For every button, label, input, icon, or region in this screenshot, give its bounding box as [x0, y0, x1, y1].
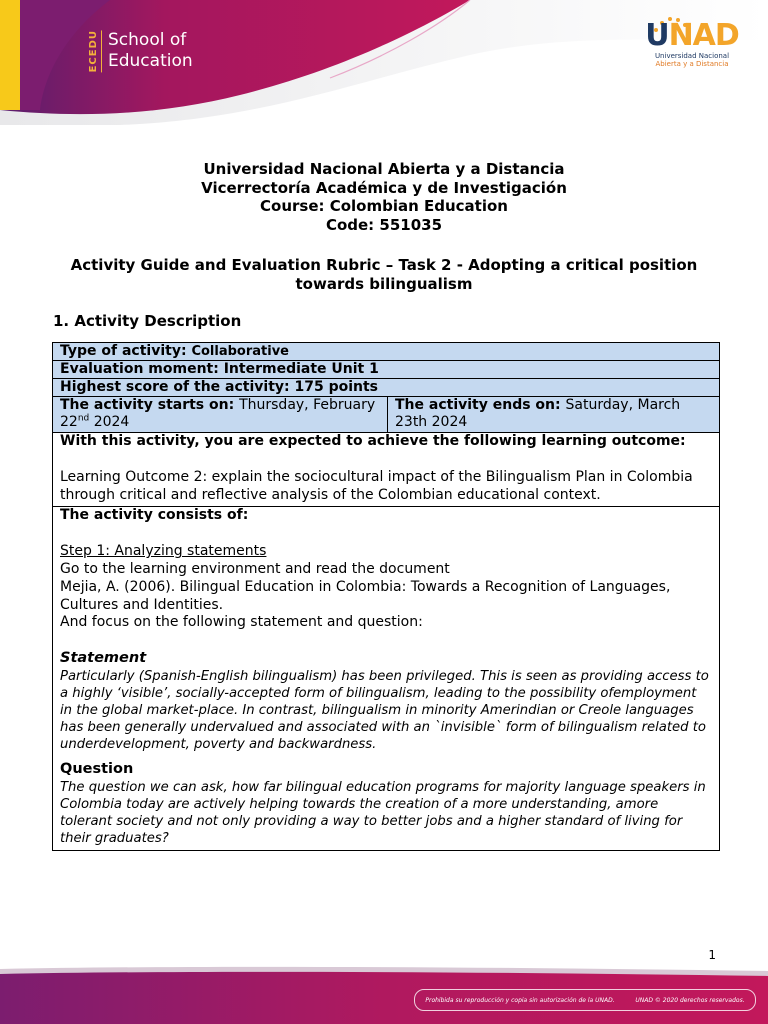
learning-outcome-cell	[53, 433, 720, 507]
table-row	[53, 507, 720, 850]
question-heading: Question	[60, 760, 134, 777]
evaluation-moment: Evaluation moment: Intermediate Unit 1	[53, 361, 720, 379]
brand-line-1: School of	[108, 30, 187, 51]
footer-copyright: UNAD © 2020 derechos reservados.	[635, 996, 745, 1004]
page-number: 1	[708, 948, 716, 962]
footer-notice-pill	[414, 989, 756, 1011]
course-title: Course: Colombian Education	[260, 197, 508, 215]
table-row	[53, 379, 720, 397]
step1-line-3: And focus on the following statement and question:	[60, 614, 423, 631]
type-value: Collaborative	[191, 344, 289, 359]
university-title: Universidad Nacional Abierta y a Distancia	[203, 160, 565, 178]
school-of-education-logo	[88, 30, 193, 72]
step1-line-1: Go to the learning environment and read the document	[60, 560, 450, 577]
step1-title: Step 1: Analyzing statements	[60, 543, 267, 560]
brand-line-2: Education	[108, 51, 193, 72]
footer-banner	[0, 965, 768, 1024]
document-titles	[0, 160, 768, 234]
task-title: Activity Guide and Evaluation Rubric – Task 2 - Adopting a critical position towards bilingualism	[70, 256, 698, 293]
end-date-cell: The activity ends on: Saturday, March 23th 2024	[388, 397, 720, 433]
activity-consists-cell	[53, 507, 720, 850]
statement-text: Particularly (Spanish-English bilingualism) has been privileged. This is seen as providing access to a highly ‘visible’, socially-accepted form of bilingualism, leading to the possibility ofemployment in the global market-place. In contrast, bilingualism in minority Amerindian or Creole languages has been generally undervalued and associated with an `invisible` form of bilingualism related to underdevelopment, poverty and backwardness.	[60, 668, 709, 752]
statement-heading: Statement	[60, 650, 147, 667]
logo-subtitle-2: Abierta y a Distancia	[655, 60, 729, 68]
brand-vertical-text: ECEDU	[88, 30, 102, 72]
logo-subtitle-1: Universidad Nacional	[654, 52, 730, 60]
section-heading: 1. Activity Description	[53, 312, 242, 330]
unad-logo	[636, 20, 748, 68]
highest-score: Highest score of the activity: 175 points	[53, 379, 720, 397]
table-row	[53, 397, 720, 433]
vicerrectoria-title: Vicerrectoría Académica y de Investigación	[201, 178, 567, 197]
question-text: The question we can ask, how far bilingual education programs for majority language speakers in Colombia today are actively helping towards the creation of a more understanding, amore tolerant society and not only providing a way to better jobs and a higher standard of living for their graduates?	[60, 779, 706, 846]
consists-heading: The activity consists of:	[60, 507, 249, 524]
step1-line-2: Mejia, A. (2006). Bilingual Education in Colombia: Towards a Recognition of Languages, Cultures and Identities.	[60, 578, 671, 613]
footer-notice: Prohibida su reproducción y copia sin autorización de la UNAD.	[425, 996, 615, 1004]
start-date-cell: The activity starts on: Thursday, February 22nd 2024	[53, 397, 388, 433]
unad-wordmark: UNAD	[645, 18, 739, 53]
header-banner	[0, 0, 768, 125]
outcome-text: Learning Outcome 2: explain the sociocultural impact of the Bilingualism Plan in Colombia through critical and reflective analysis of the Colombian educational context.	[60, 468, 693, 503]
type-label: Type of activity:	[60, 343, 192, 359]
activity-description-table	[52, 342, 720, 851]
table-row	[53, 433, 720, 507]
outcome-heading: With this activity, you are expected to achieve the following learning outcome:	[60, 433, 686, 449]
table-row	[53, 361, 720, 379]
course-code: Code: 551035	[325, 215, 443, 234]
table-row	[53, 343, 720, 361]
